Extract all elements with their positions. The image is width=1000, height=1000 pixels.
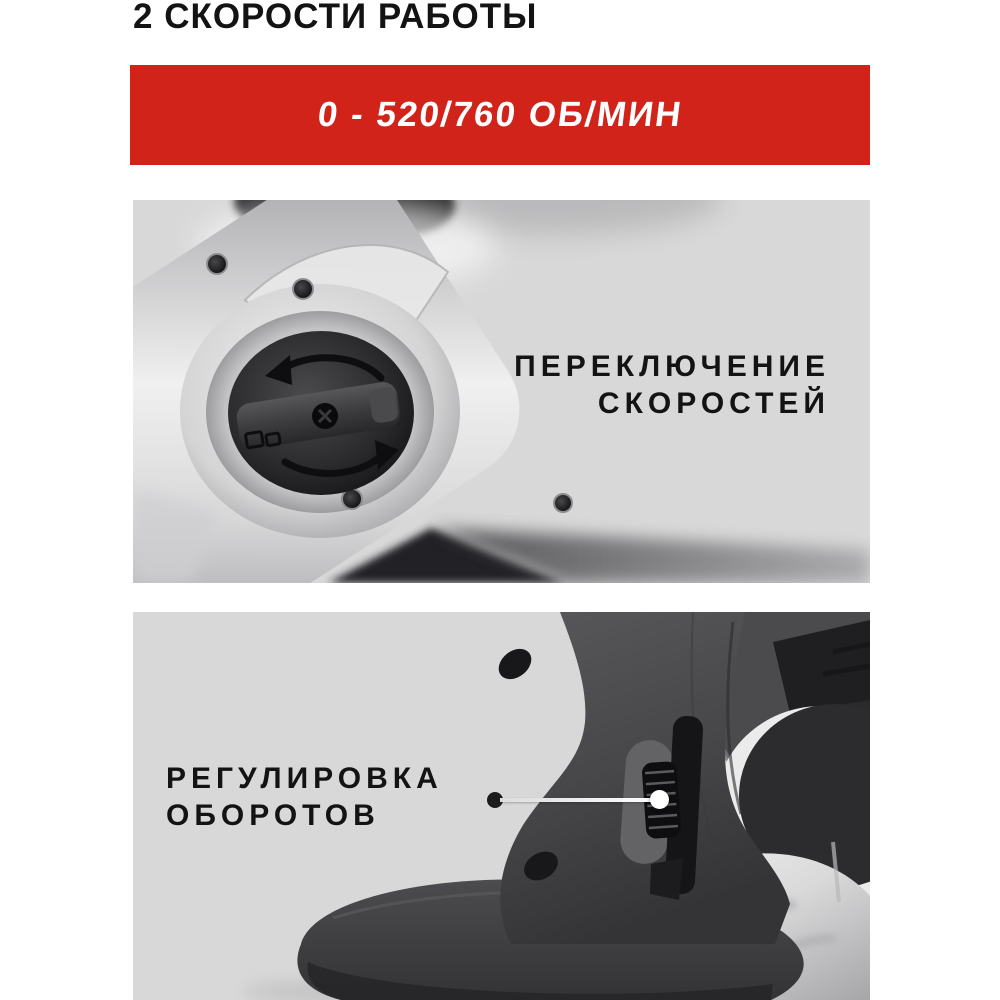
photo-speed-dial	[133, 612, 870, 1000]
page-title: 2 СКОРОСТИ РАБОТЫ	[133, 0, 538, 36]
speed-selector-knob	[228, 331, 414, 495]
feature-label-line: ОБОРОТОВ	[166, 799, 380, 832]
rpm-banner	[130, 65, 870, 165]
rpm-banner-text: 0 - 520/760 ОБ/МИН	[315, 95, 685, 134]
feature-label-line: РЕГУЛИРОВКА	[166, 762, 443, 795]
feature-label-speed-regulation	[166, 760, 443, 834]
feature-label-line: СКОРОСТЕЙ	[597, 387, 830, 420]
callout-dot-end	[650, 790, 669, 809]
photo-speed-selector	[133, 200, 870, 583]
feature-label-line: ПЕРЕКЛЮЧЕНИЕ	[514, 350, 830, 383]
feature-label-speed-switching	[514, 348, 830, 422]
callout-line	[500, 798, 660, 802]
